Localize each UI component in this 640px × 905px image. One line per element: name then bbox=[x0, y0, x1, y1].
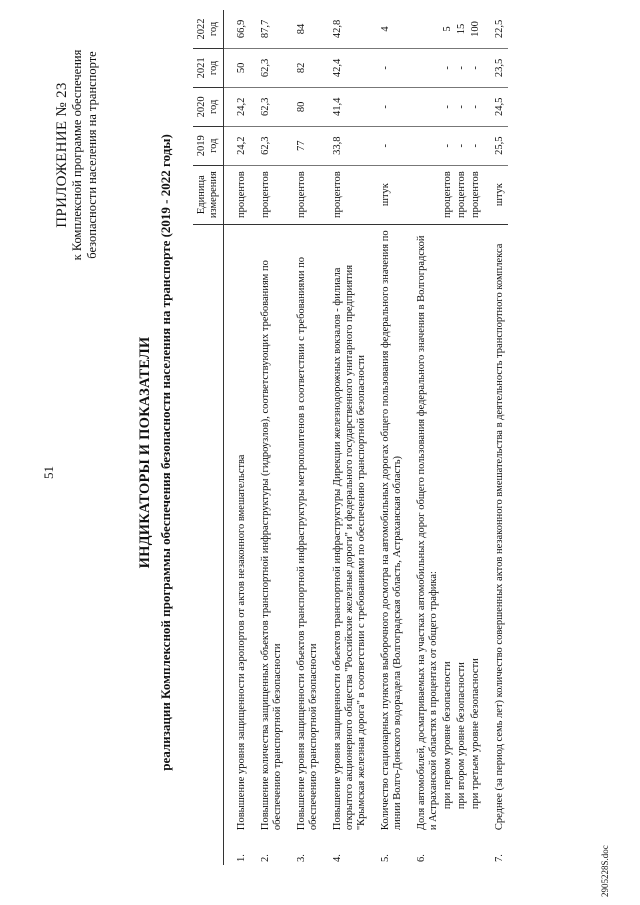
value-2020 bbox=[406, 87, 442, 126]
table-row bbox=[406, 10, 442, 865]
indicator-name: Повышение количества защищенных объектов транспортной инфраструктуры (гидроузлов), соответствующих требованиям по обеспечению транспортной безопасности bbox=[260, 260, 283, 831]
value-2021: 23,5 bbox=[484, 48, 508, 87]
table-header-row bbox=[193, 10, 224, 865]
indicator-name: при третьем уровне безопасности bbox=[470, 658, 481, 810]
row-number: 4. bbox=[332, 854, 343, 862]
appendix-title: ПРИЛОЖЕНИЕ № 23 bbox=[54, 82, 70, 228]
indicator-name: Количество стационарных пунктов выборочного досмотра на автомобильных дорогах общего пользования федерального значения по линии Волго-Донского водораздела (Волгоградская область, Астраханская область) bbox=[380, 230, 403, 831]
value-2020: 41,4 bbox=[322, 87, 370, 126]
document-heading: ИНДИКАТОРЫ И ПОКАЗАТЕЛИ bbox=[137, 336, 153, 569]
header-2022: 2022 год bbox=[193, 10, 224, 48]
header-2021: 2021 год bbox=[193, 48, 224, 87]
value-2020: 62,3 bbox=[250, 87, 286, 126]
table-row bbox=[322, 10, 370, 865]
value-2021: 82 bbox=[286, 48, 322, 87]
value-2019: - bbox=[442, 126, 456, 165]
table-body bbox=[224, 10, 509, 865]
value-2021: 50 bbox=[224, 48, 251, 87]
value-2019 bbox=[406, 126, 442, 165]
table-row bbox=[250, 10, 286, 865]
appendix-block bbox=[55, 5, 100, 305]
value-2019: - bbox=[470, 126, 484, 165]
value-2020: - bbox=[370, 87, 406, 126]
unit-cell: процентов bbox=[286, 165, 322, 224]
value-2021: 42,4 bbox=[322, 48, 370, 87]
unit-cell: процентов bbox=[456, 165, 470, 224]
appendix-line-1: к Комплексной программе обеспечения bbox=[70, 49, 84, 261]
value-2022: 87,7 bbox=[250, 10, 286, 48]
unit-cell: процентов bbox=[250, 165, 286, 224]
value-2020: 24,2 bbox=[224, 87, 251, 126]
indicators-table bbox=[193, 10, 508, 865]
unit-cell: процентов bbox=[224, 165, 251, 224]
value-2019: 25,5 bbox=[484, 126, 508, 165]
header-2020: 2020 год bbox=[193, 87, 224, 126]
table-row bbox=[370, 10, 406, 865]
indicator-name: Повышение уровня защищенности аэропортов от актов незаконного вмешательства bbox=[236, 454, 247, 831]
value-2022: 84 bbox=[286, 10, 322, 48]
value-2022: 5 bbox=[442, 10, 456, 48]
indicator-name: Повышение уровня защищенности объектов транспортной инфраструктуры метрополитенов в соответствии с требованиями по обеспечению транспортной безопасности bbox=[296, 257, 319, 831]
row-number: 1. bbox=[236, 854, 247, 862]
footer-file-code: 2905228S.doc bbox=[600, 845, 610, 897]
value-2019: 33,8 bbox=[322, 126, 370, 165]
document-subheading: реализации Комплексной программы обеспечения безопасности населения на транспорте (2019 - 2022 годы) bbox=[158, 134, 173, 771]
row-number bbox=[456, 833, 470, 865]
row-number: 6. bbox=[416, 854, 427, 862]
table-row bbox=[456, 10, 470, 865]
value-2021 bbox=[406, 48, 442, 87]
table-row bbox=[442, 10, 456, 865]
value-2020: 24,5 bbox=[484, 87, 508, 126]
value-2019: 24,2 bbox=[224, 126, 251, 165]
indicator-name: при первом уровне безопасности bbox=[442, 661, 453, 810]
value-2022: 100 bbox=[470, 10, 484, 48]
header-unit: Единица измерения bbox=[193, 165, 224, 224]
indicator-name: при втором уровне безопасности bbox=[456, 662, 467, 810]
row-number bbox=[470, 833, 484, 865]
value-2022: 4 bbox=[370, 10, 406, 48]
indicator-name: Среднее (за период семь лет) количество совершенных актов незаконного вмешательства в деятельность транспортного комплекса bbox=[494, 243, 505, 831]
value-2019: - bbox=[370, 126, 406, 165]
indicator-name: Повышение уровня защищенности объектов транспортной инфраструктуры Дирекции железнодорожных вокзалов - филиала открытого акционерного общества "Российские железные дороги" и федерального государственного унитарного предприятия "Крымская железная дорога" в соответствии с требованиями по обеспечению транспортной безопасности bbox=[332, 264, 367, 831]
unit-cell: штук bbox=[484, 165, 508, 224]
value-2022: 66,9 bbox=[224, 10, 251, 48]
header-2019: 2019 год bbox=[193, 126, 224, 165]
value-2021: - bbox=[456, 48, 470, 87]
value-2020: - bbox=[470, 87, 484, 126]
value-2021: - bbox=[470, 48, 484, 87]
unit-cell: процентов bbox=[442, 165, 456, 224]
value-2021: 62,3 bbox=[250, 48, 286, 87]
row-number: 5. bbox=[380, 854, 391, 862]
row-number: 3. bbox=[296, 854, 307, 862]
indicator-name: Доля автомобилей, досматриваемых на участках автомобильных дорог общего пользования федерального значения в Волгоградской и Астраханской областях в процентах от общего трафика: bbox=[416, 235, 439, 831]
value-2020: 80 bbox=[286, 87, 322, 126]
value-2019: 77 bbox=[286, 126, 322, 165]
page-number: 51 bbox=[41, 466, 56, 479]
table-row bbox=[286, 10, 322, 865]
value-2022: 22,5 bbox=[484, 10, 508, 48]
value-2021: - bbox=[370, 48, 406, 87]
unit-cell: процентов bbox=[322, 165, 370, 224]
value-2022 bbox=[406, 10, 442, 48]
table-row bbox=[484, 10, 508, 865]
header-name bbox=[193, 224, 224, 833]
row-number: 7. bbox=[494, 854, 505, 862]
table-row bbox=[224, 10, 251, 865]
value-2021: - bbox=[442, 48, 456, 87]
appendix-line-2: безопасности населения на транспорте bbox=[85, 51, 99, 259]
value-2020: - bbox=[442, 87, 456, 126]
value-2019: - bbox=[456, 126, 470, 165]
unit-cell bbox=[406, 165, 442, 224]
row-number bbox=[442, 833, 456, 865]
unit-cell: штук bbox=[370, 165, 406, 224]
value-2020: - bbox=[456, 87, 470, 126]
unit-cell: процентов bbox=[470, 165, 484, 224]
value-2019: 62,3 bbox=[250, 126, 286, 165]
table-row bbox=[470, 10, 484, 865]
value-2022: 15 bbox=[456, 10, 470, 48]
header-num bbox=[193, 833, 224, 865]
value-2022: 42,8 bbox=[322, 10, 370, 48]
row-number: 2. bbox=[260, 854, 271, 862]
